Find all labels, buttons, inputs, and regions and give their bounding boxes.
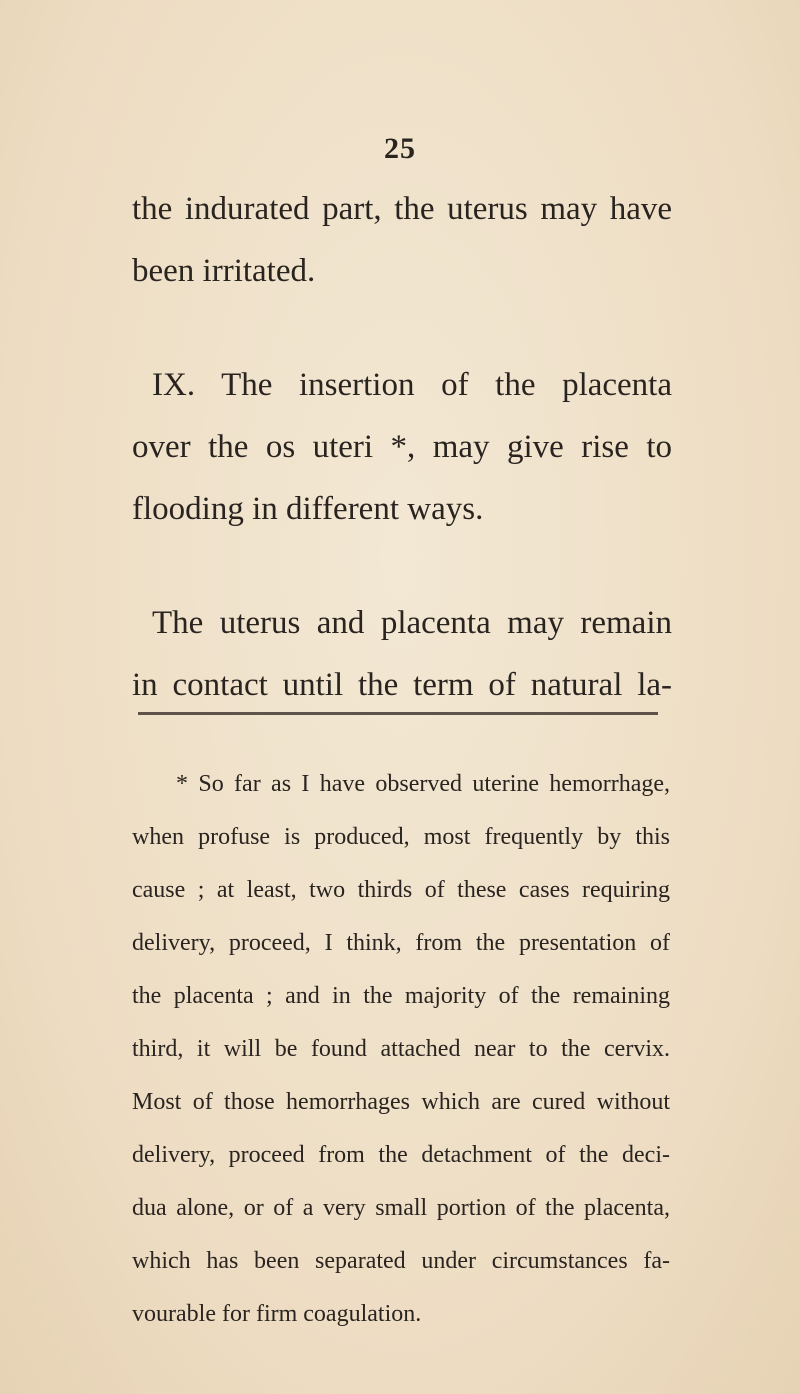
text-line: IX. The insertion of the placenta — [152, 367, 672, 403]
footnote-line: which has been separated under circumstances fa- — [132, 1248, 670, 1274]
text-line: over the os uteri *, may give rise to — [132, 429, 672, 465]
footnote — [132, 758, 670, 1341]
main-text — [132, 178, 672, 716]
text-line: the indurated part, the uterus may have — [132, 191, 672, 227]
text-line: been irritated. — [132, 253, 316, 289]
paragraph-2 — [132, 354, 672, 540]
footnote-line: the placenta ; and in the majority of the remaining — [132, 983, 670, 1009]
footnote-divider — [138, 712, 658, 715]
footnote-line: delivery, proceed, I think, from the presentation of — [132, 930, 670, 956]
footnote-line: dua alone, or of a very small portion of the placenta, — [132, 1195, 670, 1221]
footnote-line: delivery, proceed from the detachment of the deci- — [132, 1142, 670, 1168]
paragraph-1 — [132, 178, 672, 302]
footnote-line: cause ; at least, two thirds of these cases requiring — [132, 877, 670, 903]
footnote-line: Most of those hemorrhages which are cured without — [132, 1089, 670, 1115]
footnote-line: * So far as I have observed uterine hemorrhage, — [176, 771, 670, 797]
footnote-line: third, it will be found attached near to the cervix. — [132, 1036, 670, 1062]
paragraph-3 — [132, 592, 672, 716]
text-line: The uterus and placenta may remain — [152, 605, 672, 641]
footnote-line: vourable for firm coagulation. — [132, 1301, 422, 1327]
page-number: 25 — [384, 132, 416, 165]
text-line: flooding in different ways. — [132, 491, 484, 527]
text-line: in contact until the term of natural la- — [132, 667, 672, 703]
footnote-line: when profuse is produced, most frequently by this — [132, 824, 670, 850]
